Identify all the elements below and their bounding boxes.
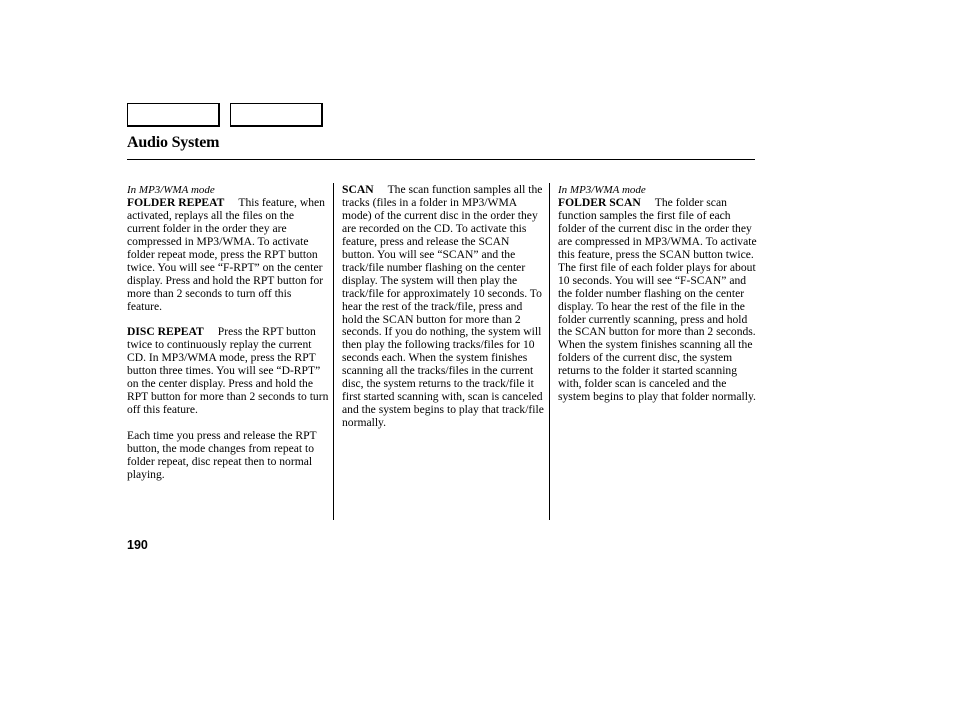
page-title: Audio System	[127, 134, 220, 151]
nav-tab-box-2[interactable]	[230, 103, 323, 127]
folder-scan-paragraph	[558, 184, 760, 404]
feature-term: SCAN	[342, 183, 374, 196]
text-column-2	[342, 184, 544, 443]
feature-term: FOLDER SCAN	[558, 195, 641, 209]
column-divider	[333, 183, 334, 520]
feature-description: Press the RPT button twice to continuously replay the current CD. In MP3/WMA mode, press the RPT button three times. You will see “D-RPT” on the center display. Press and hold the RPT button for more than 2 seconds to turn off this feature.	[127, 325, 329, 417]
feature-term: DISC REPEAT	[127, 325, 204, 339]
text-column-1	[127, 184, 329, 495]
repeat-cycle-paragraph	[127, 430, 329, 482]
scan-paragraph	[342, 184, 544, 430]
disc-repeat-paragraph	[127, 326, 329, 417]
feature-term: FOLDER REPEAT	[127, 195, 225, 209]
folder-repeat-paragraph	[127, 184, 329, 314]
mode-note: In MP3/WMA mode	[127, 184, 215, 196]
body-text: Each time you press and release the RPT button, the mode changes from repeat to folder repeat, disc repeat then to normal playing.	[127, 429, 317, 481]
nav-tab-box-1[interactable]	[127, 103, 220, 127]
feature-description: The scan function samples all the tracks (files in a folder in MP3/WMA mode) of the current disc in the order they are recorded on the CD. To activate this feature, press and release the SCAN button. You will see “SCAN” and the track/file number flashing on the center display. The system will then play the track/file for approximately 10 seconds. To hear the rest of the track/file, press and hold the SCAN button for more than 2 seconds. If you do nothing, the system will then play the following tracks/files for 10 seconds each. When the system finishes scanning all the tracks/files in the current disc, the system returns to the track/file it first started scanning with, scan is canceled and the system begins to play that track/file normally.	[342, 183, 544, 430]
page-number: 190	[127, 538, 148, 552]
mode-note: In MP3/WMA mode	[558, 184, 646, 196]
feature-description: This feature, when activated, replays all the files on the current folder in the order they are compressed in MP3/WMA. To activate folder repeat mode, press the RPT button twice. You will see “F-RPT” on the center display. Press and hold the RPT button for more than 2 seconds to turn off this feature.	[127, 195, 325, 313]
text-column-3	[558, 184, 760, 417]
feature-description: The folder scan function samples the first file of each folder of the current disc in the order they are compressed in MP3/WMA. To activate this feature, press the SCAN button twice. The first file of each folder plays for about 10 seconds. You will see “F-SCAN” and the folder number flashing on the center display. To hear the rest of the file in the folder currently scanning, press and hold the SCAN button for more than 2 seconds. When the system finishes scanning all the folders of the current disc, the system returns to the folder it started scanning with, folder scan is canceled and the system begins to play that folder normally.	[558, 195, 757, 404]
header-divider	[127, 159, 755, 160]
column-divider	[549, 183, 550, 520]
